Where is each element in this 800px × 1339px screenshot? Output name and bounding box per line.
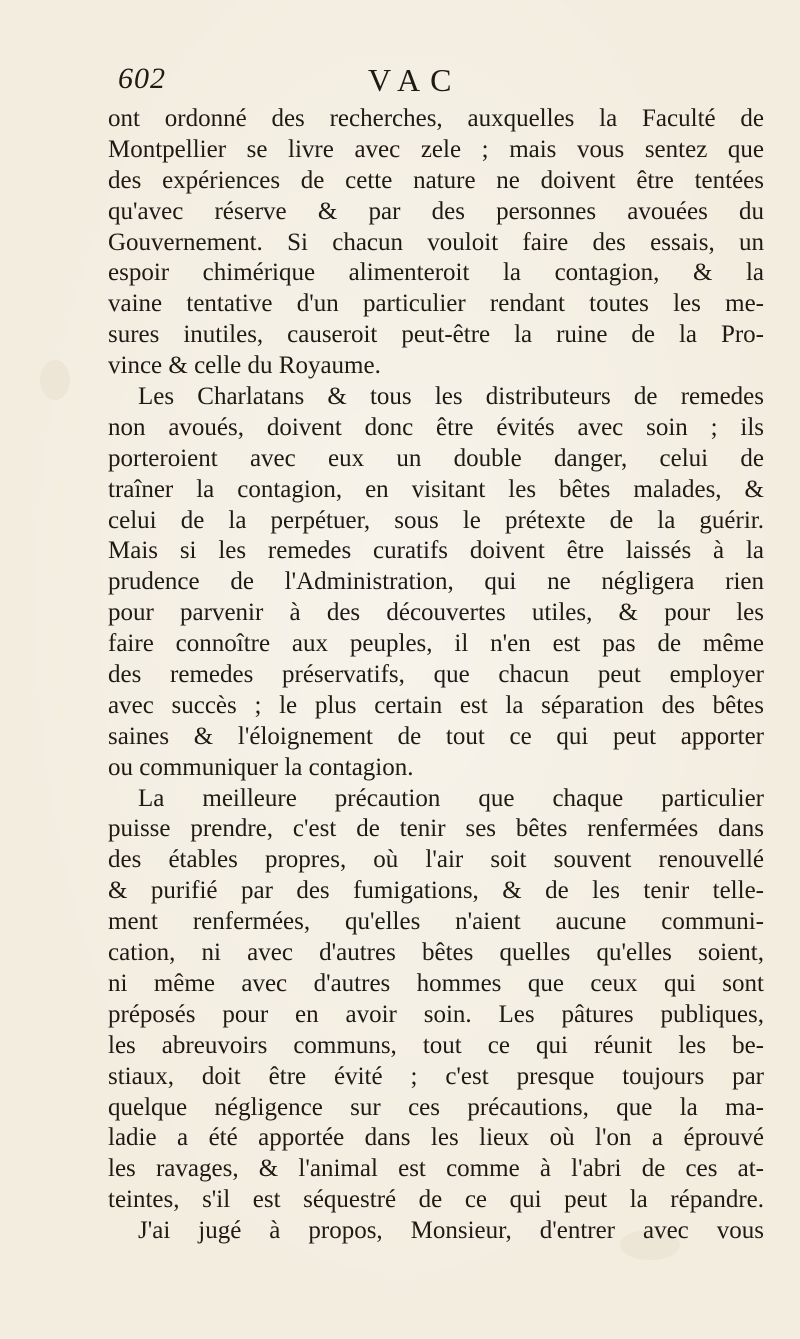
text-line: Gouvernement. Si chacun vouloit faire des essais, un xyxy=(108,228,764,256)
text-line: ment renfermées, qu'elles n'aient aucune communi- xyxy=(108,908,764,936)
text-line: prudence de l'Administration, qui ne négligera rien xyxy=(108,568,764,596)
text-line: cation, ni avec d'autres bêtes quelles qu'elles soient, xyxy=(108,939,764,967)
text-line: des remedes préservatifs, que chacun peut employer xyxy=(108,661,764,689)
text-line: celui de la perpétuer, sous le prétexte de la guérir. xyxy=(108,506,764,534)
text-line: des expériences de cette nature ne doivent être tentées xyxy=(108,166,764,194)
text-line: Montpellier se livre avec zele ; mais vous sentez que xyxy=(108,135,764,163)
text-line: stiaux, doit être évité ; c'est presque toujours par xyxy=(108,1062,764,1090)
text-line: ni même avec d'autres hommes que ceux qui sont xyxy=(108,969,764,997)
running-head: VAC xyxy=(368,62,462,98)
text-line: ladie a été apportée dans les lieux où l'on a éprouvé xyxy=(108,1124,764,1152)
page-number: 602 xyxy=(118,62,166,95)
text-line: des étables propres, où l'air soit souvent renouvellé xyxy=(108,846,764,874)
text-line: qu'avec réserve & par des personnes avouées du xyxy=(108,197,764,225)
text-line: Les Charlatans & tous les distributeurs de remedes xyxy=(138,383,764,411)
text-line: préposés pour en avoir soin. Les pâtures publiques, xyxy=(108,1000,764,1028)
text-line: La meilleure précaution que chaque particulier xyxy=(138,784,764,812)
text-line: ont ordonné des recherches, auxquelles la Faculté de xyxy=(108,105,764,132)
text-line: & purifié par des fumigations, & de les tenir telle- xyxy=(108,877,764,905)
paper-stain xyxy=(40,360,70,400)
text-line: les ravages, & l'animal est comme à l'abri de ces at- xyxy=(108,1155,764,1183)
text-line: J'ai jugé à propos, Monsieur, d'entrer avec vous xyxy=(138,1217,764,1245)
text-line: vince & celle du Royaume. xyxy=(108,352,381,380)
text-line: quelque négligence sur ces précautions, que la ma- xyxy=(108,1093,764,1121)
body-text xyxy=(108,104,764,1247)
text-line: puisse prendre, c'est de tenir ses bêtes renfermées dans xyxy=(108,815,764,843)
text-line: traîner la contagion, en visitant les bêtes malades, & xyxy=(108,475,764,503)
text-line: saines & l'éloignement de tout ce qui peut apporter xyxy=(108,722,764,750)
text-line: non avoués, doivent donc être évités avec soin ; ils xyxy=(108,413,764,441)
text-line: les abreuvoirs communs, tout ce qui réunit les be- xyxy=(108,1031,764,1059)
text-line: Mais si les remedes curatifs doivent être laissés à la xyxy=(108,537,764,565)
text-line: pour parvenir à des découvertes utiles, & pour les xyxy=(108,599,764,627)
text-line: porteroient avec eux un double danger, celui de xyxy=(108,444,764,472)
text-line: faire connoître aux peuples, il n'en est pas de même xyxy=(108,630,764,658)
text-line: sures inutiles, causeroit peut-être la ruine de la Pro- xyxy=(108,321,764,349)
text-line: ou communiquer la contagion. xyxy=(108,753,414,781)
text-line: vaine tentative d'un particulier rendant toutes les me- xyxy=(108,290,764,318)
text-line: teintes, s'il est séquestré de ce qui peut la répandre. xyxy=(108,1186,764,1214)
page-header xyxy=(118,62,598,104)
text-line: espoir chimérique alimenteroit la contagion, & la xyxy=(108,259,764,287)
text-line: avec succès ; le plus certain est la séparation des bêtes xyxy=(108,691,764,719)
